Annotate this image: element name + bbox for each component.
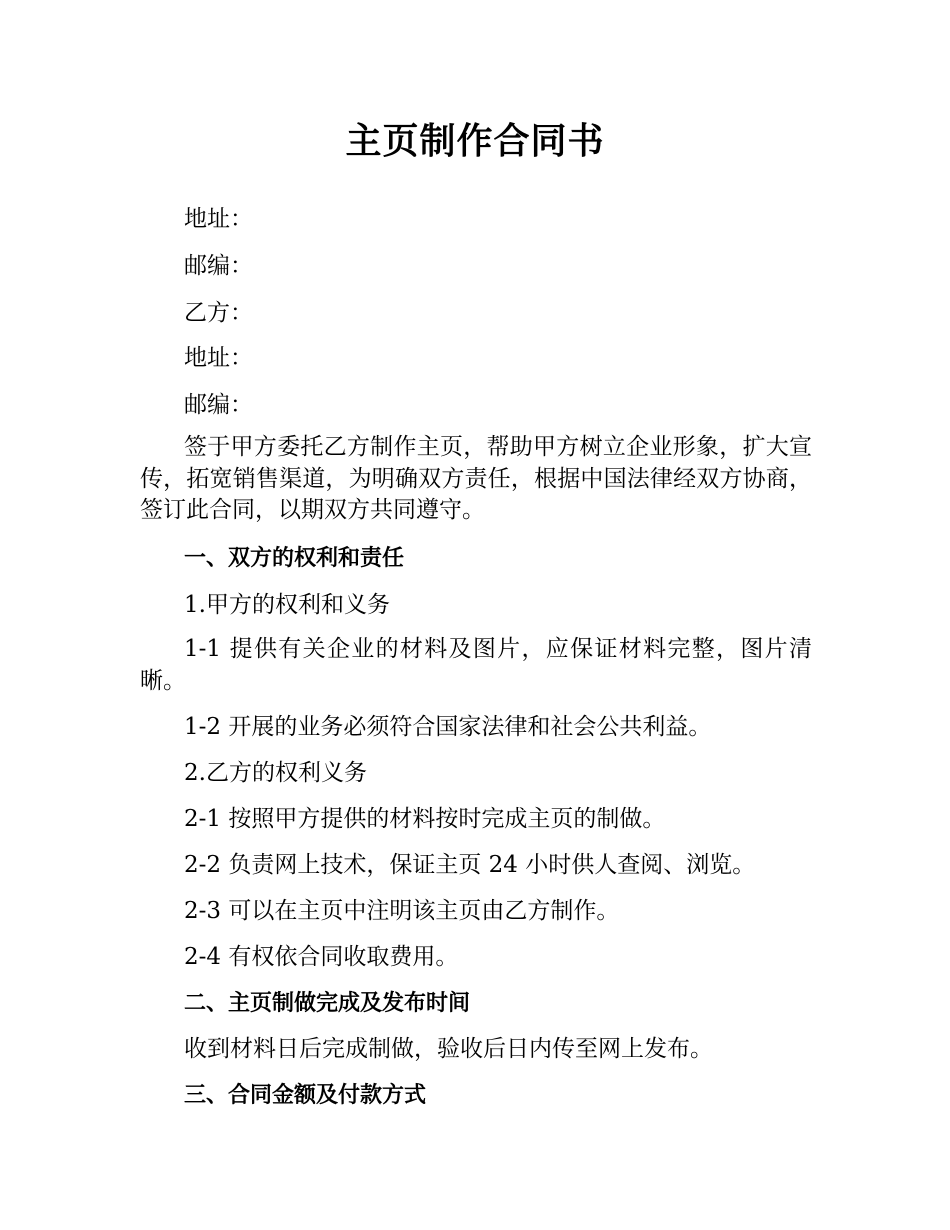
clause-2-2: 2-2 负责网上技术，保证主页 24 小时供人查阅、浏览。 bbox=[184, 852, 756, 878]
section2-text: 收到材料日后完成制做，验收后日内传至网上发布。 bbox=[184, 1036, 713, 1062]
clause-1-2: 1-2 开展的业务必须符合国家法律和社会公共利益。 bbox=[184, 714, 712, 740]
party-b-postcode-label: 邮编： bbox=[184, 392, 253, 418]
section2-heading: 二、主页制做完成及发布时间 bbox=[184, 991, 471, 1016]
intro-paragraph: 签于甲方委托乙方制作主页，帮助甲方树立企业形象，扩大宣传，拓宽销售渠道，为明确双方责任，根据中国法律经双方协商，签订此合同，以期双方共同遵守。 bbox=[140, 434, 812, 523]
clause-1-1: 1-1 提供有关企业的材料及图片，应保证材料完整，图片清晰。 bbox=[140, 636, 812, 694]
party-a-address-label: 地址： bbox=[184, 206, 253, 232]
party-b-label: 乙方： bbox=[184, 300, 253, 326]
clause-2-4: 2-4 有权依合同收取费用。 bbox=[184, 944, 459, 970]
party-b-rights-title: 2.乙方的权利义务 bbox=[184, 760, 367, 786]
document-title: 主页制作合同书 bbox=[345, 121, 605, 162]
section3-heading: 三、合同金额及付款方式 bbox=[184, 1083, 427, 1108]
clause-2-3: 2-3 可以在主页中注明该主页由乙方制作。 bbox=[184, 898, 620, 924]
party-b-address-label: 地址： bbox=[184, 345, 253, 371]
clause-2-1: 2-1 按照甲方提供的材料按时完成主页的制做。 bbox=[184, 806, 666, 832]
section1-heading: 一、双方的权利和责任 bbox=[184, 546, 405, 571]
party-a-postcode-label: 邮编： bbox=[184, 253, 253, 279]
party-a-rights-title: 1.甲方的权利和义务 bbox=[184, 592, 390, 618]
